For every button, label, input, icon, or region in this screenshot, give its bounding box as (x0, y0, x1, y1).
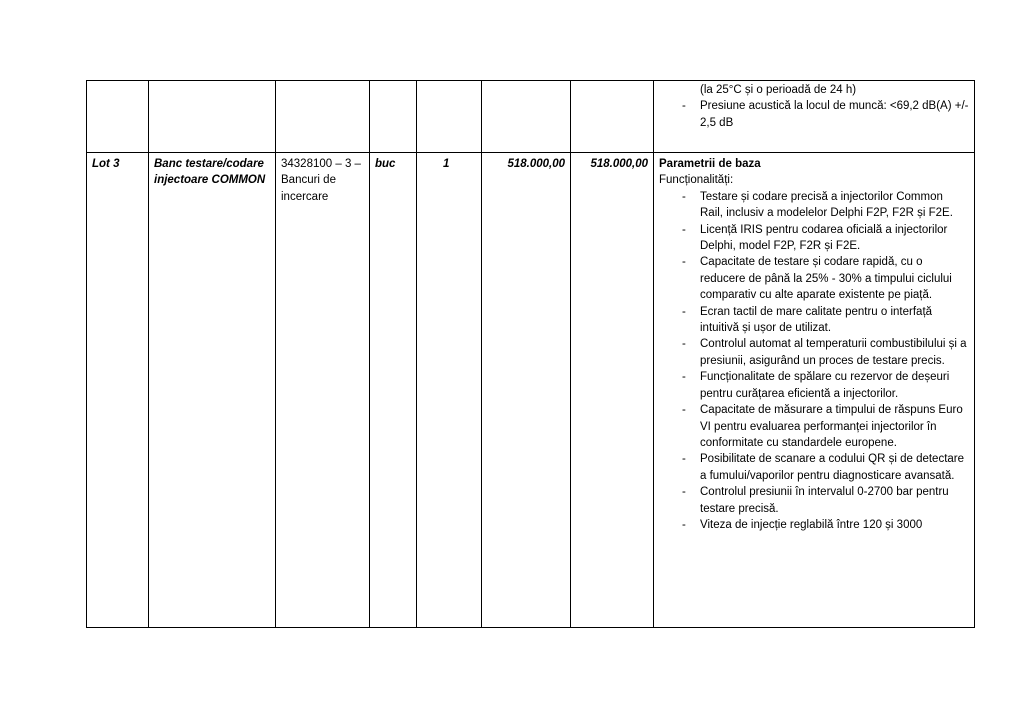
bullet-dash: - (682, 305, 686, 318)
bullet-dash: - (682, 338, 686, 351)
spec-item-text: Controlul presiunii în intervalul 0-2700 bar pentru testare precisă. (700, 486, 949, 515)
cpv-code: 34328100 – 3 – Bancuri de incercare (281, 158, 361, 203)
product-name-cell (149, 153, 276, 628)
product-name: Banc testare/codare injectoare COMMON (154, 158, 266, 187)
spec-item-text: Presiune acustică la locul de muncă: <69,2 dB(A) +/- 2,5 dB (700, 100, 969, 129)
list-item (659, 222, 969, 255)
spec-item-text: Licență IRIS pentru codarea oficială a injectorilor Delphi, model F2P, F2R și F2E. (700, 223, 948, 253)
total-price-cell (571, 153, 654, 628)
list-item (659, 517, 969, 533)
spec-continuation-text: (la 25°C și o perioadă de 24 h) (700, 84, 857, 96)
cpv-code-cell (276, 153, 370, 628)
spec-item-text: Viteza de injecție reglabilă între 120 și 3000 (700, 518, 923, 531)
list-item (659, 484, 969, 517)
table-row (87, 81, 975, 153)
cpv-code-cell (276, 81, 370, 153)
bullet-dash: - (682, 223, 686, 236)
bullet-dash: - (682, 190, 686, 203)
unit-cell (370, 81, 417, 153)
total-price-value: 518.000,00 (590, 158, 648, 170)
specification-cell (654, 153, 975, 628)
spec-heading: Parametrii de baza (659, 158, 761, 170)
spec-item-text: Testare și codare precisă a injectorilor Common Rail, inclusiv a modelelor Delphi F2P, F2R și F2E. (700, 190, 953, 220)
spec-item-text: Ecran tactil de mare calitate pentru o interfață intuitivă și ușor de utilizat. (700, 305, 933, 335)
list-item (659, 189, 969, 222)
specification-cell (654, 81, 975, 153)
spec-item-text: Controlul automat al temperaturii combustibilului și a presiunii, asigurând un proces de testare precis. (700, 338, 967, 367)
list-item (659, 98, 969, 131)
spec-item-text: Funcționalitate de spălare cu rezervor de deșeuri pentru curățarea eficientă a injectorilor. (700, 371, 950, 400)
list-item (659, 369, 969, 402)
lot-cell (87, 153, 149, 628)
list-item (659, 254, 969, 303)
bullet-dash: - (682, 100, 686, 113)
total-price-cell (571, 81, 654, 153)
spec-subheading: Funcționalități: (659, 174, 734, 187)
quantity-value: 1 (443, 158, 450, 170)
spec-item-text: Capacitate de testare și codare rapidă, cu o reducere de până la 25% - 30% a timpului ciclului comparativ cu alte aparate existente pe piață. (700, 256, 952, 302)
unit-value: buc (375, 158, 396, 170)
list-item (659, 336, 969, 369)
list-item (659, 451, 969, 484)
bullet-dash: - (682, 518, 686, 531)
specification-table (86, 80, 975, 628)
list-item (659, 304, 969, 337)
bullet-dash: - (682, 371, 686, 384)
spec-item-text: Posibilitate de scanare a codului QR și de detectare a fumului/vaporilor pentru diagnosticare avansată. (700, 453, 965, 482)
lot-label: Lot 3 (92, 158, 120, 170)
unit-price-cell (482, 81, 571, 153)
table-row (87, 153, 975, 628)
bullet-dash: - (682, 453, 686, 466)
spec-list (659, 98, 969, 131)
unit-price-value: 518.000,00 (507, 158, 565, 170)
product-name-cell (149, 81, 276, 153)
bullet-dash: - (682, 256, 686, 269)
lot-cell (87, 81, 149, 153)
list-item (659, 402, 969, 451)
quantity-cell (417, 153, 482, 628)
unit-cell (370, 153, 417, 628)
bullet-dash: - (682, 404, 686, 417)
spec-list (659, 189, 969, 534)
spec-item-text: Capacitate de măsurare a timpului de răspuns Euro VI pentru evaluarea performanței injectorilor în conformitate cu standardele europene. (700, 404, 963, 449)
unit-price-cell (482, 153, 571, 628)
bullet-dash: - (682, 486, 686, 499)
quantity-cell (417, 81, 482, 153)
